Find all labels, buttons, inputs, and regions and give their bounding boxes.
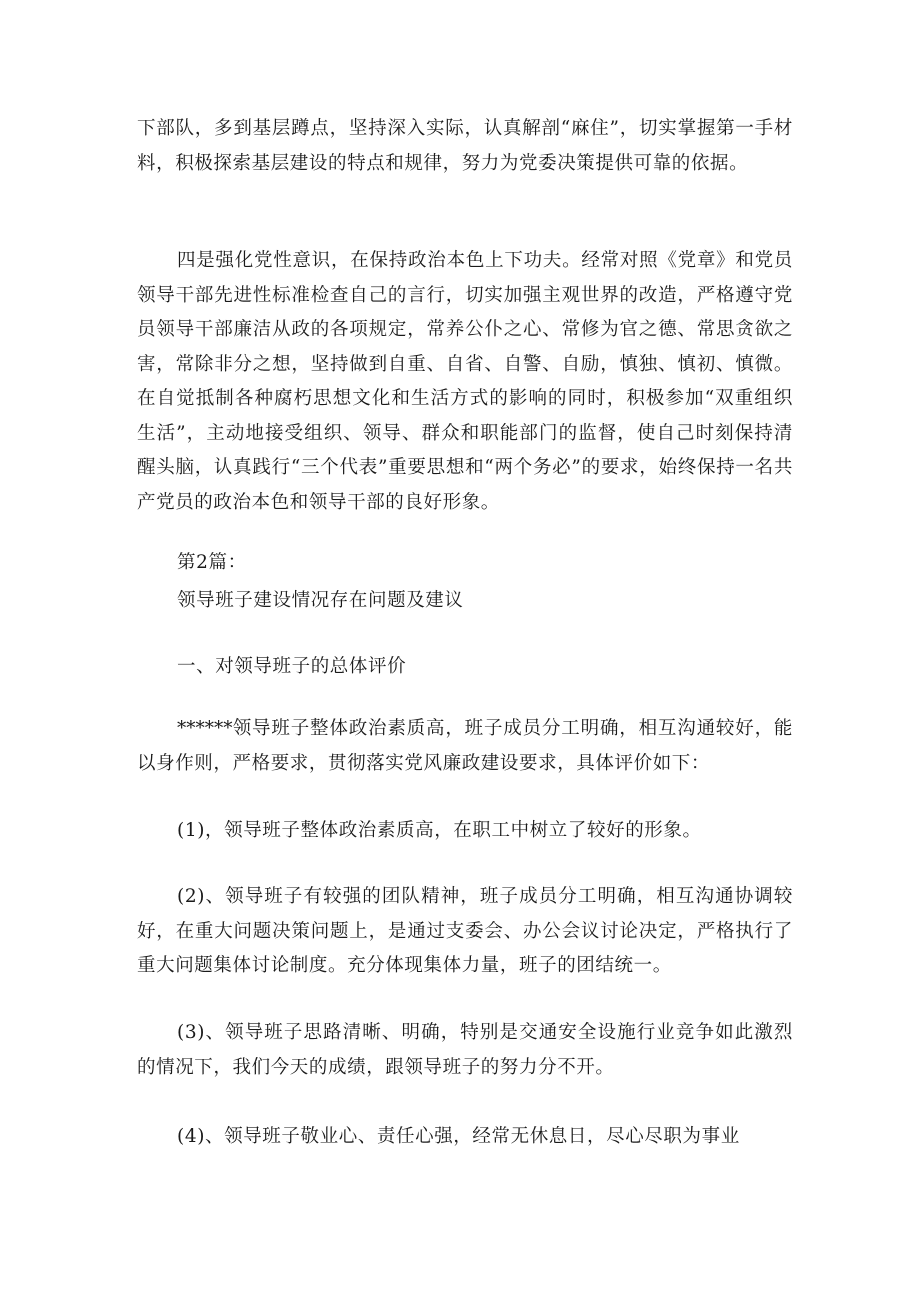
list-item-3: (3)、领导班子思路清晰、明确，特别是交通安全设施行业竞争如此激烈的情况下，我们今天的成绩，跟领导班子的努力分不开。 — [137, 1022, 793, 1078]
paragraph-continued: 下部队，多到基层蹲点，坚持深入实际，认真解剖“麻住”，切实掌握第一手材料，积极探索基层建设的特点和规律，努力为党委决策提供可靠的依据。 — [137, 118, 793, 174]
paragraph-four-party-spirit: 四是强化党性意识，在保持政治本色上下功夫。经常对照《党章》和党员领导干部先进性标准检查自己的言行，切实加强主观世界的改造，严格遵守党员领导干部廉洁从政的各项规定，常养公仆之心、常修为官之德、常思贪欲之害，常除非分之想，坚持做到自重、自省、自警、自励，慎独、慎初、慎微。在自觉抵制各种腐朽思想文化和生活方式的影响的同时，积极参加“双重组织生活”，主动地接受组织、领导、群众和职能部门的监督，使自己时刻保持清醒头脑，认真践行“三个代表”重要思想和“两个务必”的要求，始终保持一名共产党员的政治本色和领导干部的良好形象。 — [137, 250, 793, 513]
overview-stars: ****** — [177, 718, 233, 739]
list-item-1: (1)，领导班子整体政治素质高，在职工中树立了较好的形象。 — [177, 820, 702, 841]
section-heading: 一、对领导班子的总体评价 — [177, 656, 407, 677]
paragraph-overview — [137, 712, 793, 781]
overview-text: 领导班子整体政治素质高，班子成员分工明确，相互沟通较好，能以身作则，严格要求，贯彻落实党风廉政建设要求，具体评价如下： — [137, 718, 793, 774]
chapter-label: 第2篇： — [177, 552, 247, 573]
list-item-4: (4)、领导班子敬业心、责任心强，经常无休息日，尽心尽职为事业 — [177, 1126, 740, 1147]
chapter-title: 领导班子建设情况存在问题及建议 — [177, 590, 464, 611]
list-item-2: (2)、领导班子有较强的团队精神，班子成员分工明确，相互沟通协调较好，在重大问题决策问题上，是通过支委会、办公会议讨论决定，严格执行了重大问题集体讨论制度。充分体现集体力量，班子的团结统一。 — [137, 886, 793, 976]
